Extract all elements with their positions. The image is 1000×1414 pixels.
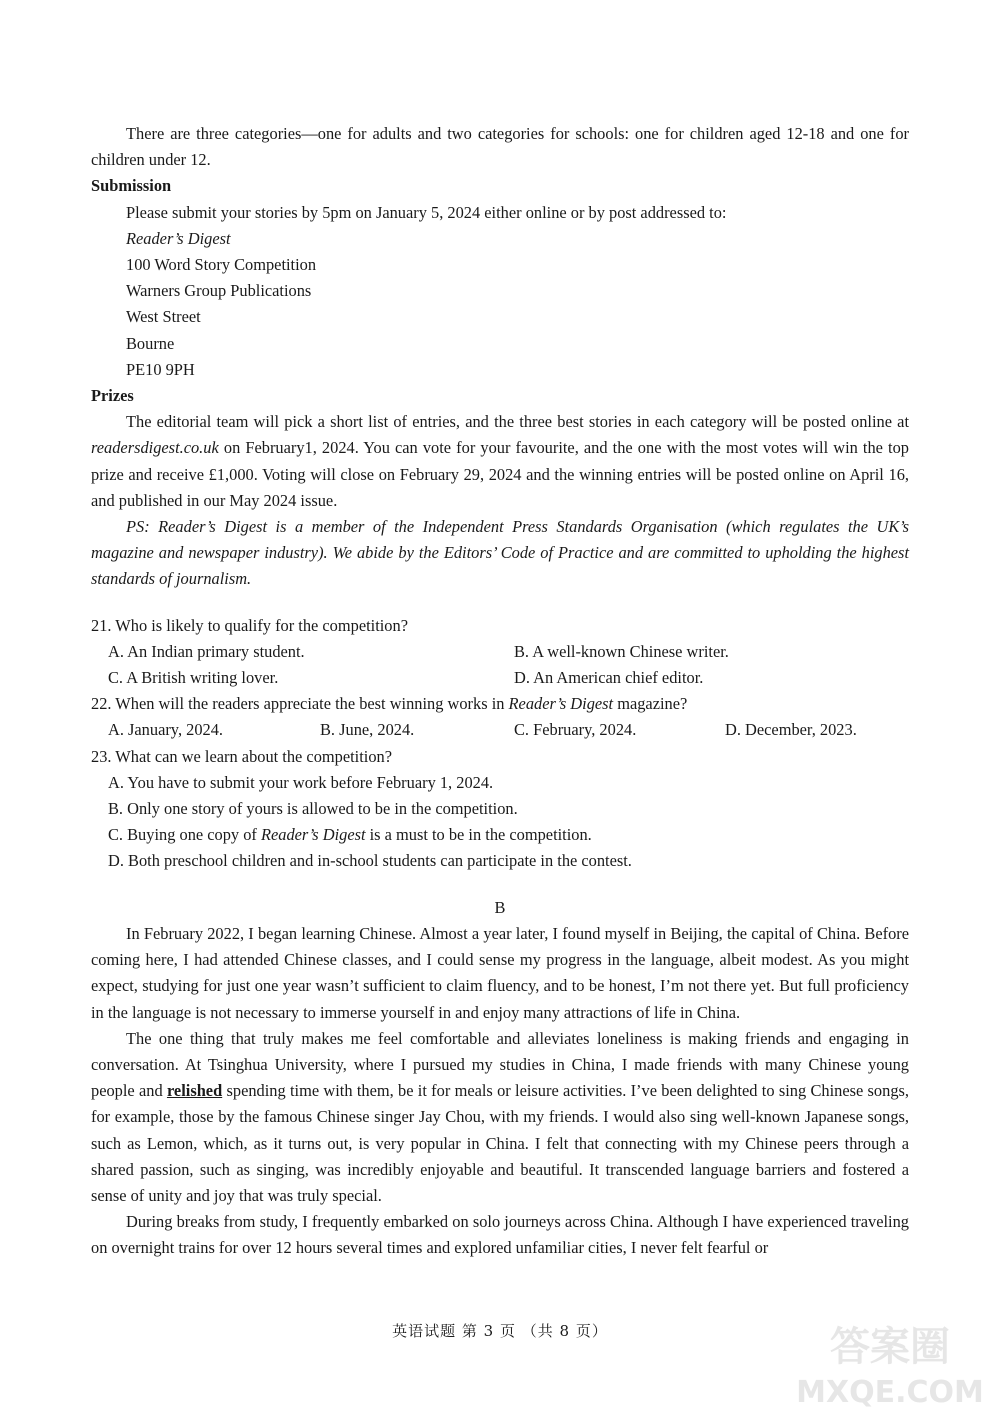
address-line: Warners Group Publications — [126, 281, 312, 301]
page-content — [91, 121, 909, 1262]
address-line: Bourne — [126, 333, 175, 353]
q21-option-b: B. A well-known Chinese writer. — [514, 641, 729, 661]
passage-b-label: B — [494, 897, 506, 917]
q22-option-c: C. February, 2024. — [514, 720, 637, 740]
q21-options-row-1 — [108, 639, 909, 665]
p2-text-b: spending time with them, be it for meals or leisure activities. I’ve been delighted to sing Chinese songs, for example, those by the famous Chinese singer Jay Chou, with my friends. I would also sing well-known Japanese songs, such as Lemon, which, as it turns out, is very popular in China. I felt that connecting with my Chinese peers through a shared passion, such as singing, was incredibly enjoyable and beautiful. It transcended language barriers and fostered a sense of unity and joy that was truly special. — [91, 1081, 909, 1205]
prizes-text-b: on February1, 2024. You can vote for your favourite, and the one with the most votes will win the top prize and receive £1,000. Voting will close on February 29, 2024 and the winning entries will be posted online on April 16, and published in our May 2024 issue. — [91, 438, 909, 510]
categories-paragraph: There are three categories—one for adults and two categories for schools: one for children aged 12-18 and one for children under 12. — [91, 124, 909, 170]
address-line: 100 Word Story Competition — [126, 255, 317, 275]
q23-option-c-b: is a must to be in the competition. — [365, 825, 592, 845]
q22-stem-a: 22. When will the readers appreciate the best winning works in — [91, 694, 509, 714]
q23-option-c-a: C. Buying one copy of — [108, 825, 261, 845]
q23-option-a: A. You have to submit your work before February 1, 2024. — [108, 772, 494, 792]
submission-text: Please submit your stories by 5pm on January 5, 2024 either online or by post addressed to: — [126, 202, 727, 222]
q22-option-b: B. June, 2024. — [320, 720, 415, 740]
q22-option-a: A. January, 2024. — [108, 720, 224, 740]
ps-paragraph: PS: Reader’s Digest is a member of the Independent Press Standards Organisation (which regulates the UK’s magazine and newspaper industry). We abide by the Editors’ Code of Practice and are committed to upholding the highest standards of journalism. — [91, 517, 909, 589]
q22-option-d: D. December, 2023. — [725, 720, 857, 740]
address-line: Reader’s Digest — [126, 228, 231, 248]
q23-option-b: B. Only one story of yours is allowed to be in the competition. — [108, 799, 518, 819]
watermark-line-1: 答案圈 — [830, 1324, 950, 1370]
website-link: readersdigest.co.uk — [91, 438, 219, 458]
question-21: 21. Who is likely to qualify for the competition? — [91, 615, 408, 635]
prizes-heading: Prizes — [91, 386, 134, 406]
address-line: PE10 9PH — [126, 359, 195, 379]
q22-options-row — [108, 717, 909, 743]
question-23: 23. What can we learn about the competition? — [91, 746, 392, 766]
q23-option-d: D. Both preschool children and in-school students can participate in the contest. — [108, 851, 632, 871]
prizes-text-a: The editorial team will pick a short list of entries, and the three best stories in each category will be posted online at — [126, 412, 909, 432]
underlined-word: relished — [166, 1081, 223, 1101]
watermark-line-2: MXQE.COM — [796, 1375, 984, 1410]
passage-b-paragraph-2 — [91, 1026, 909, 1209]
address-line: West Street — [126, 307, 201, 327]
passage-b-paragraph-3: During breaks from study, I frequently embarked on solo journeys across China. Although I have experienced traveling on overnight trains for over 12 hours several times and explored unfamiliar cities, I never felt fearful or — [91, 1212, 909, 1258]
q22-stem-b: magazine? — [613, 694, 688, 714]
question-22 — [91, 691, 909, 717]
prizes-paragraph — [91, 409, 909, 514]
page-footer: 英语试题 第 3 页 （共 8 页） — [392, 1322, 608, 1340]
submission-heading: Submission — [91, 176, 172, 196]
q21-options-row-2 — [108, 665, 909, 691]
q21-option-a: A. An Indian primary student. — [108, 641, 305, 661]
q21-option-c: C. A British writing lover. — [108, 668, 279, 688]
q22-stem-title: Reader’s Digest — [508, 694, 614, 714]
watermark-logo — [790, 1312, 990, 1412]
q23-option-c-title: Reader’s Digest — [260, 825, 366, 845]
q23-option-c — [108, 822, 909, 848]
passage-b-paragraph-1: In February 2022, I began learning Chinese. Almost a year later, I found myself in Beijing, the capital of China. Before coming here, I had attended Chinese classes, and I could sense my progress in the language, albeit modest. As you might expect, studying for just one year wasn’t sufficient to claim fluency, and to be honest, I’m not there yet. But full proficiency in the language is not necessary to immerse yourself in and enjoy many attractions of life in China. — [91, 923, 909, 1022]
p2-text-a: The one thing that truly makes me feel comfortable and alleviates loneliness is making friends and engaging in conversation. At Tsinghua University, where I pursued my studies in China, I made friends with many Chinese young people and — [91, 1028, 909, 1101]
q21-option-d: D. An American chief editor. — [514, 668, 704, 688]
